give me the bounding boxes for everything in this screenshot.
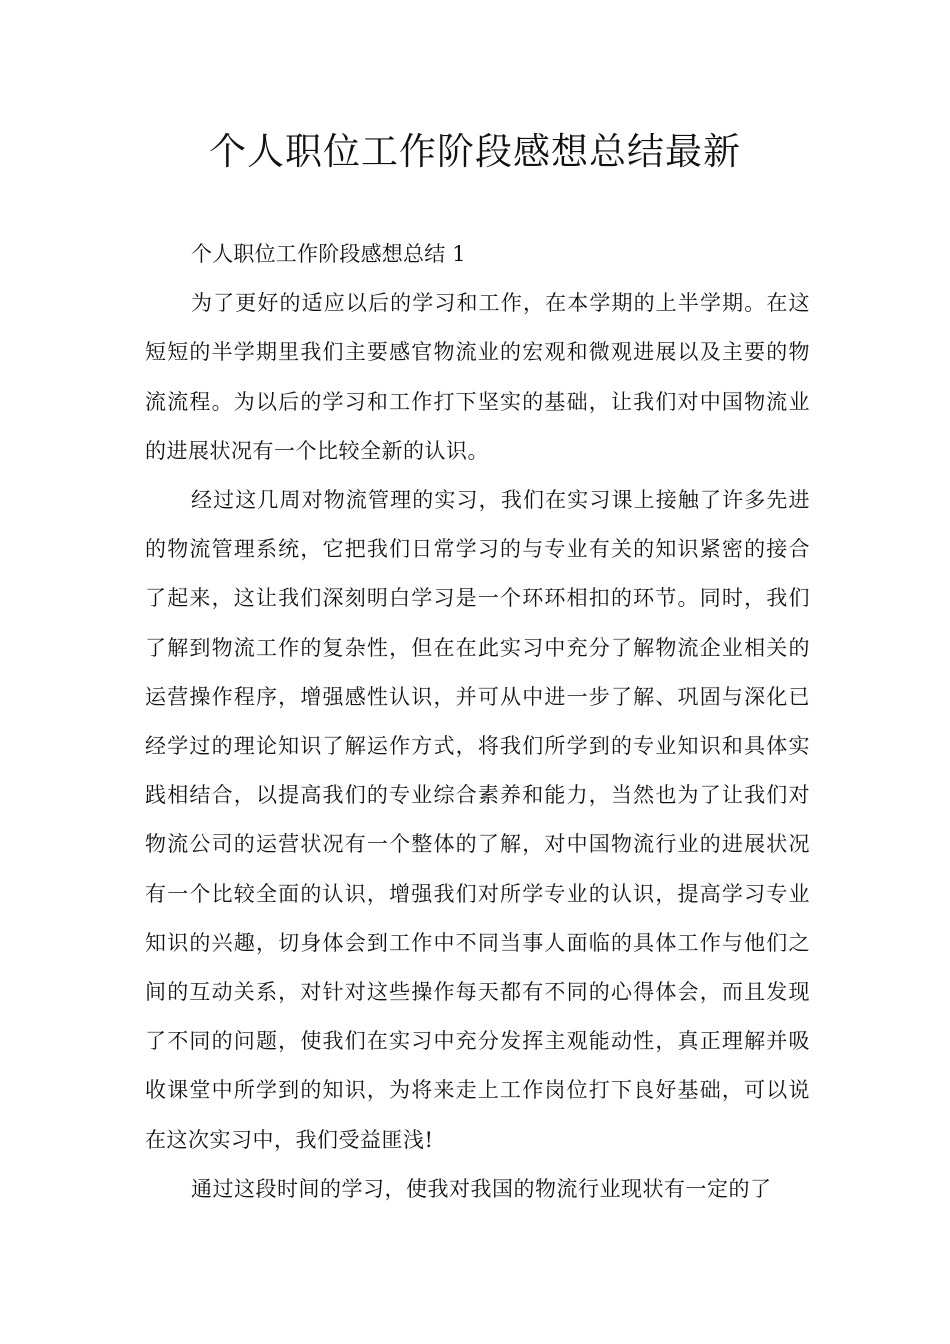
paragraph-1: 为了更好的适应以后的学习和工作，在本学期的上半学期。在这短短的半学期里我们主要感官物流业的宏观和微观进展以及主要的物流流程。为以后的学习和工作打下坚实的基础，让我们对中国物流业的进展状况有一个比较全新的认识。 <box>145 291 810 463</box>
paragraph-2: 经过这几周对物流管理的实习，我们在实习课上接触了许多先进的物流管理系统，它把我们日常学习的与专业有关的知识紧密的接合了起来，这让我们深刻明白学习是一个环环相扣的环节。同时，我们了解到物流工作的复杂性，但在在此实习中充分了解物流企业相关的运营操作程序，增强感性认识，并可从中进一步了解、巩固与深化已经学过的理论知识了解运作方式，将我们所学到的专业知识和具体实践相结合，以提高我们的专业综合素养和能力，当然也为了让我们对物流公司的运营状况有一个整体的了解，对中国物流行业的进展状况有一个比较全面的认识，增强我们对所学专业的认识，提高学习专业知识的兴趣，切身体会到工作中不同当事人面临的具体工作与他们之间的互动关系，对针对这些操作每天都有不同的心得体会，而且发现了不同的问题，使我们在实习中充分发挥主观能动性，真正理解并吸收课堂中所学到的知识，为将来走上工作岗位打下良好基础，可以说在这次实习中，我们受益匪浅! <box>145 488 810 1152</box>
document-body <box>145 230 810 1214</box>
document-title: 个人职位工作阶段感想总结最新 <box>209 130 741 173</box>
section-heading: 个人职位工作阶段感想总结 1 <box>191 242 466 266</box>
paragraph-3: 通过这段时间的学习，使我对我国的物流行业现状有一定的了 <box>191 1176 772 1201</box>
